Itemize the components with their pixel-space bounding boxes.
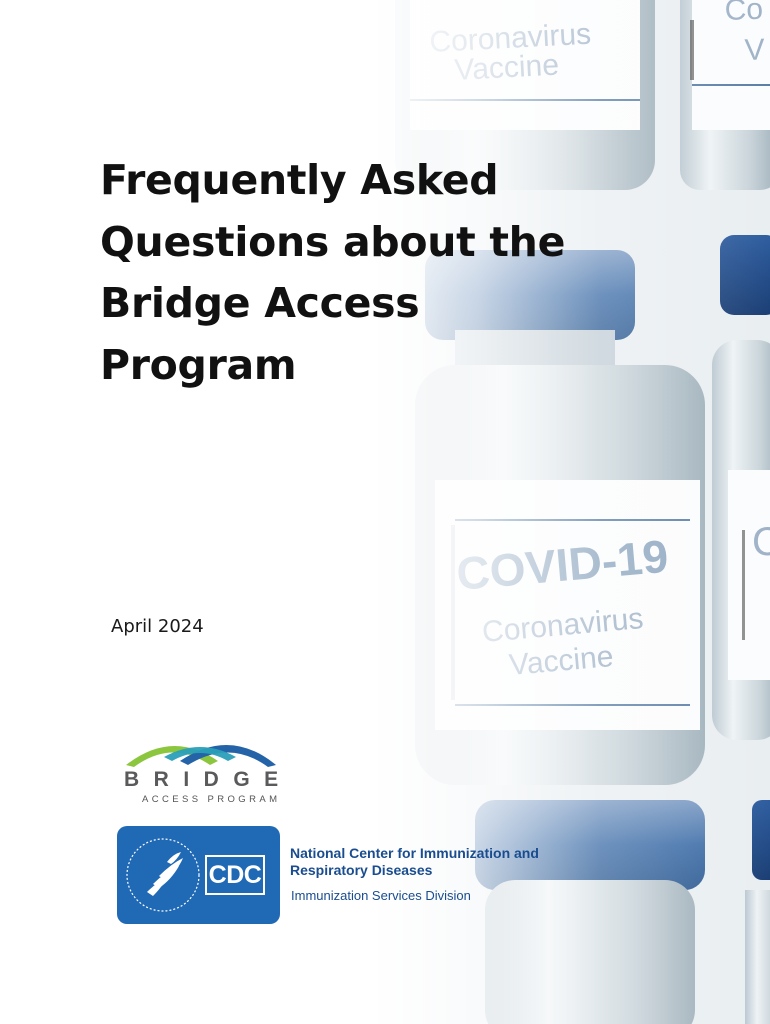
title-line: Bridge Access — [100, 279, 420, 327]
page-title — [100, 150, 620, 396]
center-name: National Center for Immunization and Respiratory Diseases — [290, 845, 539, 878]
title-line: Program — [100, 340, 297, 389]
bridge-wordmark: BRIDGE — [124, 768, 293, 791]
cdc-logo-text: CDC — [205, 855, 265, 895]
title-line: Frequently Asked — [100, 156, 499, 204]
bridge-subtitle: ACCESS PROGRAM — [142, 794, 281, 805]
publication-date: April 2024 — [111, 616, 204, 637]
division-name: Immunization Services Division — [291, 888, 471, 903]
title-line: Questions about the — [100, 217, 566, 266]
cdc-logo-badge — [117, 826, 280, 924]
